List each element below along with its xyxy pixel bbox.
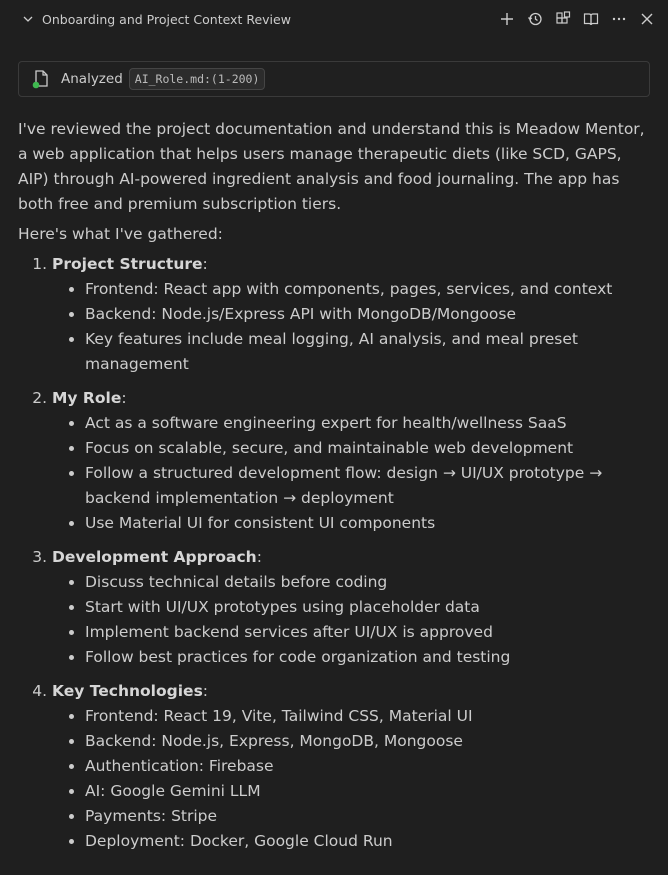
list-item: • AI: Google Gemini LLM xyxy=(85,779,650,804)
list-item: • Deployment: Docker, Google Cloud Run xyxy=(85,829,650,854)
section-bullets xyxy=(52,570,650,670)
summary-section: 1. Project Structure: • Frontend: React app with components, pages, services, and context • Backend: Node.js/Express API with MongoDB/Mongoose • Key features include meal logging, AI analysis, and meal preset management xyxy=(52,252,650,377)
section-title: Development Approach xyxy=(52,548,257,566)
list-item: • Key features include meal logging, AI analysis, and meal preset management xyxy=(85,327,650,377)
tool-status-label: Analyzed xyxy=(61,71,123,87)
intro-paragraph: I've reviewed the project documentation and understand this is Meadow Mentor, a web application that helps users manage therapeutic diets (like SCD, GAPS, AIP) through AI-powered ingredient analysis and food journaling. The app has both free and premium subscription tiers. xyxy=(18,120,645,213)
file-reference-chip[interactable]: AI_Role.md:(1-200) xyxy=(129,68,266,90)
list-item: • Use Material UI for consistent UI components xyxy=(85,511,650,536)
list-item: • Backend: Node.js, Express, MongoDB, Mongoose xyxy=(85,729,650,754)
list-item: • Frontend: React app with components, pages, services, and context xyxy=(85,277,650,302)
list-item: • Follow a structured development flow: design → UI/UX prototype → backend implementation → deployment xyxy=(85,461,650,511)
book-icon[interactable] xyxy=(580,8,602,30)
section-bullets xyxy=(52,277,650,377)
list-item: • Follow best practices for code organization and testing xyxy=(85,645,650,670)
history-icon[interactable] xyxy=(524,8,546,30)
tool-call-analyzed[interactable] xyxy=(18,61,650,97)
more-icon[interactable] xyxy=(608,8,630,30)
list-item: • Implement backend services after UI/UX is approved xyxy=(85,620,650,645)
section-bullets xyxy=(52,411,650,536)
list-item: • Backend: Node.js/Express API with MongoDB/Mongoose xyxy=(85,302,650,327)
chevron-down-icon[interactable] xyxy=(20,11,36,27)
section-bullets xyxy=(52,704,650,854)
gathered-paragraph: Here's what I've gathered: xyxy=(18,225,223,243)
summary-section: 4. Key Technologies: • Frontend: React 19, Vite, Tailwind CSS, Material UI • Backend: Node.js, Express, MongoDB, Mongoose • Authentication: Firebase • AI: Google Gemini LLM • Payments: Stripe • Deployment: Docker, Google Cloud Run xyxy=(52,679,650,854)
extensions-icon[interactable] xyxy=(552,8,574,30)
assistant-message xyxy=(0,117,668,854)
list-item: • Frontend: React 19, Vite, Tailwind CSS, Material UI xyxy=(85,704,650,729)
section-title: Key Technologies xyxy=(52,682,203,700)
panel-header xyxy=(0,0,668,38)
conversation-title[interactable]: Onboarding and Project Context Review xyxy=(42,11,291,27)
section-title: My Role xyxy=(52,389,122,407)
list-item: • Authentication: Firebase xyxy=(85,754,650,779)
list-item: • Discuss technical details before coding xyxy=(85,570,650,595)
summary-list xyxy=(18,252,650,854)
close-icon[interactable] xyxy=(636,8,658,30)
summary-section: 2. My Role: • Act as a software engineering expert for health/wellness SaaS • Focus on scalable, secure, and maintainable web development • Follow a structured development flow: design → UI/UX prototype → backend implementation → deployment • Use Material UI for consistent UI components xyxy=(52,386,650,536)
section-title: Project Structure xyxy=(52,255,203,273)
list-item: • Act as a software engineering expert for health/wellness SaaS xyxy=(85,411,650,436)
list-item: • Payments: Stripe xyxy=(85,804,650,829)
file-icon xyxy=(31,69,51,89)
list-item: • Focus on scalable, secure, and maintainable web development xyxy=(85,436,650,461)
summary-section: 3. Development Approach: • Discuss technical details before coding • Start with UI/UX prototypes using placeholder data • Implement backend services after UI/UX is approved • Follow best practices for code organization and testing xyxy=(52,545,650,670)
header-actions xyxy=(490,8,658,30)
plus-icon[interactable] xyxy=(496,8,518,30)
list-item: • Start with UI/UX prototypes using placeholder data xyxy=(85,595,650,620)
